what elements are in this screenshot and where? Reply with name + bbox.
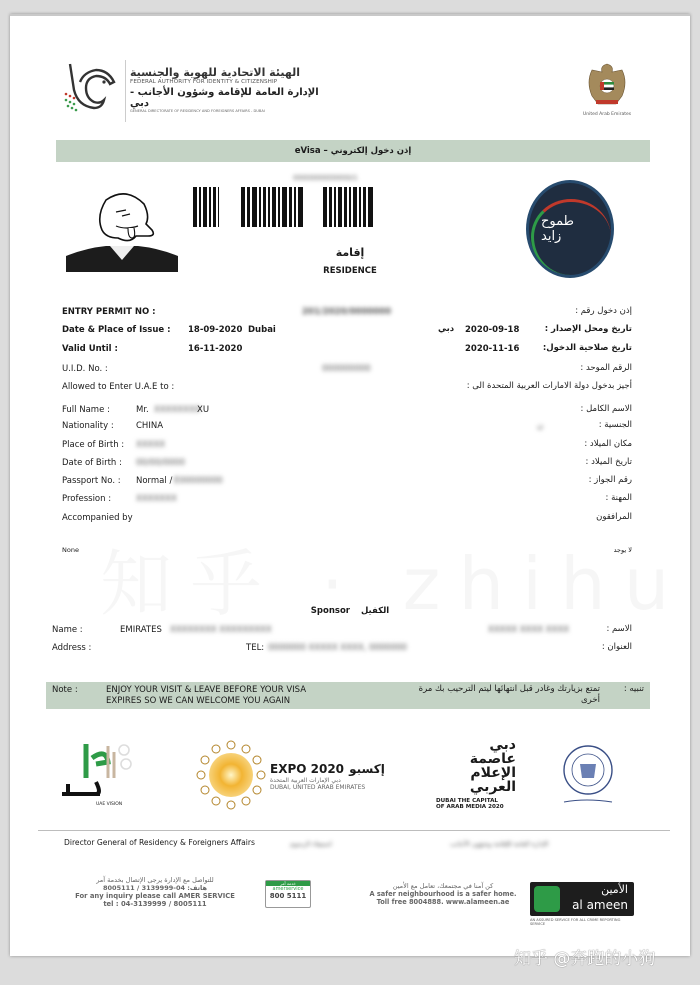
sponsor-address-label-ar: العنوان : <box>601 642 632 652</box>
note-band <box>46 682 650 709</box>
amer-ar-2: هاتف: 04-3139999 / 8005111 <box>103 884 207 892</box>
badge-text-1: طموح <box>541 214 574 229</box>
media-ar-4: العربي <box>469 779 516 795</box>
sponsor-address-value: TEL: <box>246 643 265 653</box>
note-text-ar-1: تمتع بزيارتك وغادر قبل انتهائها ليتم الترحيب بك مرة <box>418 684 600 694</box>
place-of-birth-label: Place of Birth : <box>62 440 125 450</box>
allowed-label-ar: أجيز بدخول دولة الامارات العربية المتحدة الى : <box>466 381 632 391</box>
arab-media-capital-logo <box>436 738 516 810</box>
note-text-en-1: ENJOY YOUR VISIT & LEAVE BEFORE YOUR VISA <box>106 685 307 695</box>
amer-logo-mid: amerservice <box>272 886 304 892</box>
amer-logo-top: خدمة آمر <box>266 881 310 886</box>
note-text-ar-2: أخرى <box>581 695 600 705</box>
nationality-label: Nationality : <box>62 421 114 431</box>
expo-text <box>270 758 385 791</box>
director-general-title: Director General of Residency & Foreigners Affairs <box>64 838 255 847</box>
directorate-en: GENERAL DIRECTORATE OF RESIDENCY AND FOREIGNERS AFFAIRS - DUBAI <box>130 109 265 113</box>
evisa-title-band <box>56 140 650 162</box>
alameen-logo-emblem <box>534 886 560 912</box>
alameen-en-2: Toll free 8004888. www.alameen.ae <box>376 898 510 906</box>
header-titles <box>130 66 320 113</box>
amer-en-2: tel : 04-3139999 / 8005111 <box>103 900 207 908</box>
uid-label: U.I.D. No. : <box>62 364 108 374</box>
sponsor-name-label-ar: الاسم : <box>606 624 632 634</box>
uid-value: 000000000 <box>322 364 371 374</box>
profession-value: XXXXXXX <box>136 494 177 504</box>
falcon-logo <box>60 60 122 122</box>
issue-date-ar: 2020-09-18 <box>465 325 520 335</box>
badge-flag-arc <box>531 199 611 275</box>
full-name-label-ar: الاسم الكامل : <box>580 404 632 414</box>
signature-divider <box>38 830 670 831</box>
authority-en: FEDERAL AUTHORITY FOR IDENTITY & CITIZENSHIP <box>130 79 278 85</box>
media-en-2: OF ARAB MEDIA 2020 <box>436 804 504 810</box>
expo-title-ar: إكسبو <box>349 762 385 776</box>
amer-contact <box>70 876 240 908</box>
authority-ar: الهيئة الاتحادية للهوية والجنسية <box>130 66 300 79</box>
amer-ar-1: للتواصل مع الإدارة يرجى الإتصال بخدمة آمر <box>96 876 214 884</box>
issue-place-ar: دبي <box>438 324 455 334</box>
passport-label-ar: رقم الجواز : <box>588 475 632 485</box>
amer-logo-number: 800 5111 <box>269 892 307 900</box>
emblem-caption: United Arab Emirates <box>582 112 632 117</box>
alameen-logo-sub: AN ASSURED SERVICE FOR ALL CRIME REPORTING SERVICE <box>530 918 621 926</box>
director-mid-ar: استيفاء الرسوم <box>290 840 332 848</box>
uae-emblem <box>582 60 632 120</box>
sponsor-address-hidden: 0000000 XXXXX XXXX, 0000000 <box>268 643 407 653</box>
passport-label: Passport No. : <box>62 476 121 486</box>
valid-label-ar: تاريخ صلاحية الدخول: <box>542 343 632 353</box>
residence-ar: إقامة <box>335 246 365 259</box>
uid-label-ar: الرقم الموحد : <box>580 363 632 373</box>
full-name-label: Full Name : <box>62 405 110 415</box>
barcode-number: 0000000000000/1 <box>293 174 358 182</box>
sponsor-name-value: EMIRATES <box>120 625 162 635</box>
amer-service-logo <box>265 880 311 908</box>
note-text-en-2: EXPIRES SO WE CAN WELCOME YOU AGAIN <box>106 696 291 706</box>
alameen-logo-en: al ameen <box>572 898 628 912</box>
badge-text-2: زايد <box>541 229 562 244</box>
media-ar-3: الإعلام <box>470 765 516 781</box>
nationality-value-ar: ن <box>537 421 544 431</box>
expo-sub-ar: دبي الإمارات العربية المتحدة <box>270 777 341 784</box>
date-of-birth-value: 00/00/0000 <box>136 458 185 468</box>
directorate-ar: الإدارة العامة للإقامة وشؤون الأجانب - دبي <box>130 87 319 109</box>
allowed-label: Allowed to Enter U.A.E to : <box>62 382 175 392</box>
note-label: Note : <box>52 685 78 695</box>
alameen-en-1: A safer neighbourhood is a safer home. <box>369 890 517 898</box>
nationality-label-ar: الجنسية : <box>598 420 632 430</box>
evisa-document <box>10 14 690 956</box>
sponsor-title-en: Sponsor <box>310 606 350 616</box>
note-label-ar: تنبيه : <box>623 684 644 694</box>
entry-permit-label-ar: إذن دخول رقم : <box>575 306 632 316</box>
accompanied-label-ar: المرافقون <box>596 512 632 522</box>
expo-title: EXPO 2020 <box>270 762 345 776</box>
evisa-title: إذن دخول إلكتروني – eVisa <box>294 146 412 156</box>
director-title-ar: الإدارة العامة للإقامة وشؤون الأجانب <box>450 840 549 848</box>
issue-place: Dubai <box>248 325 276 335</box>
media-en-1: DUBAI THE CAPITAL <box>436 798 498 804</box>
accompanied-label: Accompanied by <box>62 513 133 523</box>
alameen-logo-box <box>530 882 634 916</box>
media-ar-1: دبي <box>489 737 516 753</box>
issue-label-ar: تاريخ ومحل الإصدار : <box>544 324 632 334</box>
alameen-contact <box>368 882 518 906</box>
date-of-birth-label: Date of Birth : <box>62 458 122 468</box>
accompanied-value-ar: لا يوجد <box>613 546 632 554</box>
place-of-birth-value: XXXXX <box>136 440 166 450</box>
place-of-birth-label-ar: مكان الميلاد : <box>584 439 632 449</box>
expo-sub-en: DUBAI, UNITED ARAB EMIRATES <box>270 784 366 791</box>
full-name-hidden: XXXXXXXX <box>154 405 201 415</box>
accompanied-value: None <box>62 546 79 554</box>
amer-en-1: For any inquiry please call AMER SERVICE <box>75 892 235 900</box>
entry-permit-value: 201/2020/0000000 <box>302 307 392 317</box>
header-divider <box>125 60 126 122</box>
residence-en: RESIDENCE <box>323 266 377 276</box>
zhihu-credit-watermark: 知乎 @奔跑的小狗 <box>514 949 656 969</box>
issue-label: Date & Place of Issue : <box>62 325 171 335</box>
zayed-ambition-badge <box>526 180 614 278</box>
valid-date: 16-11-2020 <box>188 344 243 354</box>
passport-type: Normal / <box>136 476 173 486</box>
expo-2020-logo <box>196 740 266 810</box>
alameen-ar: كن آمنا في مجتمعك، تعامل مع الأمين <box>392 882 494 890</box>
sponsor-title <box>10 606 690 616</box>
valid-label: Valid Until : <box>62 344 118 354</box>
profession-label: Profession : <box>62 494 112 504</box>
date-of-birth-label-ar: تاريخ الميلاد : <box>585 457 632 467</box>
uae-vision-logo <box>56 738 136 810</box>
entry-permit-label: ENTRY PERMIT NO : <box>62 307 156 317</box>
uae-vision-text: UAE VISION <box>96 802 123 807</box>
alameen-logo <box>530 882 634 926</box>
sponsor-address-label: Address : <box>52 643 92 653</box>
barcode <box>193 187 493 227</box>
sponsor-name-ar: XXXXX XXXX XXXX <box>488 625 570 635</box>
alameen-logo-ar: الأمين <box>601 883 628 896</box>
sponsor-title-ar: الكفيل <box>360 606 390 616</box>
passport-value: E00000000 <box>174 476 223 486</box>
valid-date-ar: 2020-11-16 <box>465 344 520 354</box>
official-stamp <box>556 744 620 808</box>
nationality-value: CHINA <box>136 421 164 431</box>
full-name-surname: XU <box>197 405 210 415</box>
holder-photo <box>66 186 178 272</box>
sponsor-name-label: Name : <box>52 625 83 635</box>
profession-label-ar: المهنة : <box>605 493 632 503</box>
media-ar-2: عاصمة <box>469 751 516 767</box>
full-name-prefix: Mr. <box>136 405 149 415</box>
issue-date: 18-09-2020 <box>188 325 243 335</box>
sponsor-name-hidden: XXXXXXXX XXXXXXXXX <box>170 625 272 635</box>
